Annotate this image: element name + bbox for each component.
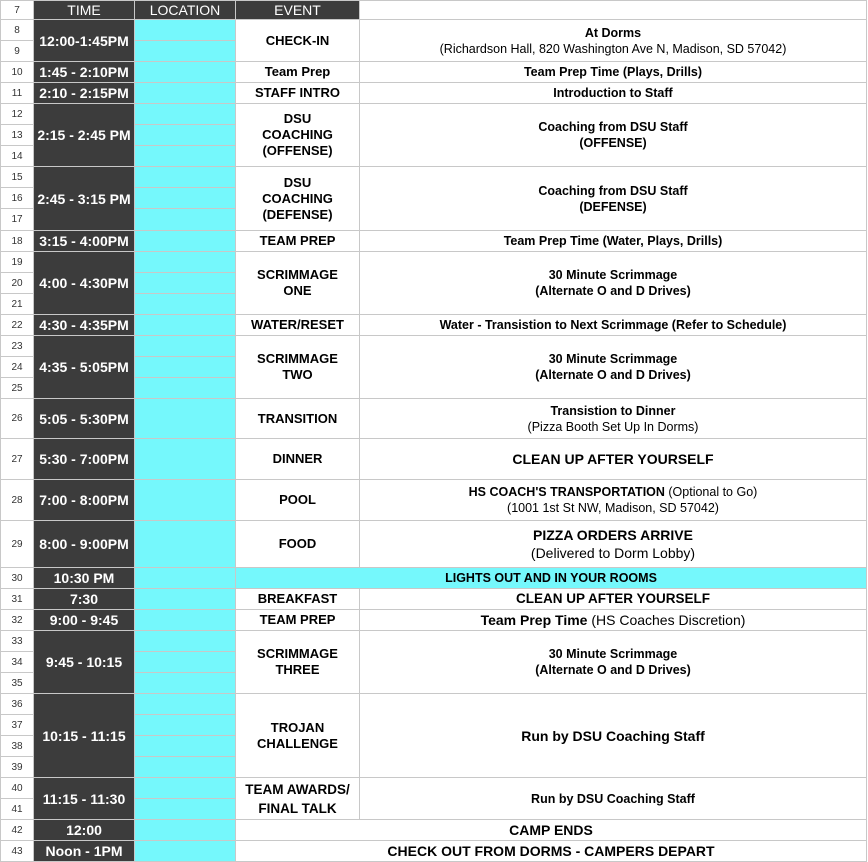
detail-subline: (Delivered to Dorm Lobby) [530,545,696,561]
event-cell[interactable]: POOL [236,480,360,521]
row-number[interactable]: 37 [1,715,34,736]
row-number[interactable]: 16 [1,188,34,209]
time-cell[interactable]: 7:30 [34,589,135,610]
event-cell[interactable]: DINNER [236,439,360,480]
row-number[interactable]: 17 [1,209,34,231]
event-cell[interactable]: TRANSITION [236,399,360,439]
location-cell[interactable] [135,336,236,357]
event-line: FINAL TALK [258,800,337,816]
event-cell[interactable]: TEAM PREP [236,610,360,631]
detail-cell[interactable] [360,231,867,252]
detail-cell[interactable] [360,480,867,521]
time-cell[interactable]: 1:45 - 2:10PM [34,62,135,83]
location-cell[interactable] [135,736,236,757]
location-cell[interactable] [135,694,236,715]
detail-line: Transistion to Dinner [550,403,676,418]
time-cell[interactable]: 7:00 - 8:00PM [34,480,135,521]
row-number[interactable]: 9 [1,41,34,62]
header-event[interactable]: EVENT [236,1,360,20]
row-number[interactable]: 14 [1,146,34,167]
detail-line: At Dorms [584,25,642,40]
event-line: SCRIMMAGE [257,351,338,366]
detail-line: CAMP ENDS [509,822,593,838]
event-cell[interactable]: Team Prep [236,62,360,83]
detail-line: HS COACH'S TRANSPORTATION [468,485,665,499]
event-line: TEAM AWARDS/ [245,781,350,797]
detail-subline: (1001 1st St NW, Madison, SD 57042) [507,501,719,515]
location-cell[interactable] [135,294,236,315]
event-line: TWO [282,367,313,382]
row-number[interactable]: 38 [1,736,34,757]
detail-line: Introduction to Staff [553,86,673,100]
time-cell[interactable]: 5:30 - 7:00PM [34,439,135,480]
location-cell[interactable] [135,439,236,480]
location-cell[interactable] [135,631,236,652]
event-cell[interactable]: CHECK-IN [236,20,360,62]
detail-subline: (OFFENSE) [579,136,647,150]
detail-note: (HS Coaches Discretion) [587,612,746,628]
location-cell[interactable] [135,104,236,125]
detail-subline: (Alternate O and D Drives) [535,284,691,298]
location-cell[interactable] [135,521,236,568]
row-number[interactable]: 10 [1,62,34,83]
event-line: SCRIMMAGE [257,646,338,661]
row-number[interactable]: 42 [1,820,34,841]
time-cell[interactable]: 4:00 - 4:30PM [34,252,135,315]
detail-line: 30 Minute Scrimmage [548,268,678,282]
time-cell[interactable]: 4:35 - 5:05PM [34,336,135,399]
location-cell[interactable] [135,20,236,41]
row-number[interactable]: 8 [1,20,34,41]
detail-cell[interactable] [360,62,867,83]
time-cell[interactable]: 11:15 - 11:30 [34,778,135,820]
row-number[interactable]: 30 [1,568,34,589]
row-number[interactable]: 34 [1,652,34,673]
row-number[interactable]: 24 [1,357,34,378]
event-line: (DEFENSE) [262,206,333,222]
detail-line: Team Prep Time (Water, Plays, Drills) [503,234,723,248]
header-location[interactable]: LOCATION [135,1,236,20]
location-cell[interactable] [135,757,236,778]
detail-line: Coaching from DSU Staff [538,120,688,134]
event-cell[interactable] [236,336,360,399]
row-number[interactable]: 15 [1,167,34,188]
location-cell[interactable] [135,273,236,294]
row-number[interactable]: 20 [1,273,34,294]
row-number[interactable]: 40 [1,778,34,799]
row-number[interactable]: 22 [1,315,34,336]
location-cell[interactable] [135,146,236,167]
event-line: SCRIMMAGE [257,267,338,282]
location-cell[interactable] [135,357,236,378]
location-cell[interactable] [135,778,236,799]
detail-line: PIZZA ORDERS ARRIVE [533,527,693,543]
time-cell[interactable]: 9:45 - 10:15 [34,631,135,694]
event-line: THREE [275,662,320,677]
time-cell[interactable]: Noon - 1PM [34,841,135,862]
detail-line: 30 Minute Scrimmage [548,647,678,661]
detail-cell[interactable] [360,694,867,778]
event-cell[interactable] [236,104,360,167]
time-cell[interactable]: 10:15 - 11:15 [34,694,135,778]
detail-cell[interactable] [360,631,867,694]
location-cell[interactable] [135,231,236,252]
row-number[interactable]: 23 [1,336,34,357]
location-cell[interactable] [135,209,236,231]
row-number[interactable]: 32 [1,610,34,631]
location-cell[interactable] [135,568,236,589]
detail-line: Run by DSU Coaching Staff [521,727,705,744]
time-cell[interactable]: 3:15 - 4:00PM [34,231,135,252]
location-cell[interactable] [135,315,236,336]
detail-subline: (Alternate O and D Drives) [535,663,691,677]
time-cell[interactable]: 2:45 - 3:15 PM [34,167,135,231]
row-number[interactable]: 12 [1,104,34,125]
detail-cell[interactable] [360,104,867,167]
row-number[interactable]: 41 [1,799,34,820]
detail-line: Water - Transistion to Next Scrimmage (Refer to Schedule) [439,318,787,332]
detail-line: Coaching from DSU Staff [538,183,688,198]
header-blank[interactable] [360,1,867,20]
detail-line: Team Prep Time [480,612,588,628]
detail-cell[interactable] [360,589,867,610]
location-cell[interactable] [135,673,236,694]
detail-cell[interactable] [360,20,867,62]
detail-cell[interactable] [360,167,867,231]
time-cell[interactable]: 4:30 - 4:35PM [34,315,135,336]
row-number[interactable]: 36 [1,694,34,715]
camp-ends-cell[interactable] [236,820,867,841]
time-cell[interactable]: 9:00 - 9:45 [34,610,135,631]
event-line: DSU [283,111,312,126]
header-row [1,1,867,20]
detail-cell[interactable] [360,252,867,315]
time-cell[interactable]: 8:00 - 9:00PM [34,521,135,568]
detail-line: Run by DSU Coaching Staff [531,791,695,806]
banner-text: LIGHTS OUT AND IN YOUR ROOMS [445,571,657,585]
row-number[interactable]: 35 [1,673,34,694]
row-number[interactable]: 31 [1,589,34,610]
location-cell[interactable] [135,841,236,862]
event-cell[interactable]: TEAM PREP [236,231,360,252]
event-cell[interactable]: BREAKFAST [236,589,360,610]
event-cell[interactable] [236,694,360,778]
time-cell[interactable]: 10:30 PM [34,568,135,589]
location-cell[interactable] [135,399,236,439]
detail-line: CLEAN UP AFTER YOURSELF [515,591,711,606]
event-cell[interactable] [236,631,360,694]
detail-subline: (Richardson Hall, 820 Washington Ave N, Madison, SD 57042) [439,41,787,56]
event-cell[interactable] [236,167,360,231]
time-cell[interactable]: 12:00 [34,820,135,841]
location-cell[interactable] [135,480,236,521]
location-cell[interactable] [135,820,236,841]
location-cell[interactable] [135,378,236,399]
event-line: COACHING [262,190,333,206]
header-time[interactable]: TIME [34,1,135,20]
location-cell[interactable] [135,83,236,104]
event-cell[interactable]: FOOD [236,521,360,568]
detail-cell[interactable] [360,336,867,399]
detail-subline: (DEFENSE) [579,199,647,214]
row-number[interactable]: 25 [1,378,34,399]
location-cell[interactable] [135,715,236,736]
event-line: DSU [283,174,312,190]
event-line: CHALLENGE [257,735,338,751]
detail-line: Team Prep Time (Plays, Drills) [523,65,703,79]
checkout-cell[interactable] [236,841,867,862]
detail-cell[interactable] [360,521,867,568]
detail-cell[interactable] [360,778,867,820]
detail-note: (Optional to Go) [664,485,758,499]
event-cell[interactable]: STAFF INTRO [236,83,360,104]
location-cell[interactable] [135,125,236,146]
row-number[interactable]: 28 [1,480,34,521]
time-cell[interactable]: 5:05 - 5:30PM [34,399,135,439]
event-cell[interactable] [236,778,360,820]
lights-out-banner[interactable] [236,568,867,589]
time-cell[interactable]: 12:00-1:45PM [34,20,135,62]
location-cell[interactable] [135,188,236,209]
location-cell[interactable] [135,589,236,610]
event-line: TROJAN [270,719,325,735]
row-number[interactable]: 26 [1,399,34,439]
detail-line-wrap [360,484,866,500]
detail-line: CHECK OUT FROM DORMS - CAMPERS DEPART [387,843,715,859]
row-number[interactable]: 18 [1,231,34,252]
location-cell[interactable] [135,167,236,188]
row-number[interactable]: 43 [1,841,34,862]
row-number[interactable]: 7 [1,1,34,20]
detail-cell[interactable] [360,399,867,439]
event-line: ONE [283,283,312,298]
row-number[interactable]: 13 [1,125,34,146]
event-line: (OFFENSE) [262,143,333,158]
row-number[interactable]: 33 [1,631,34,652]
detail-line: 30 Minute Scrimmage [548,352,678,366]
row-number[interactable]: 19 [1,252,34,273]
location-cell[interactable] [135,610,236,631]
row-number[interactable]: 39 [1,757,34,778]
detail-subline: (Pizza Booth Set Up In Dorms) [527,419,699,434]
row-number[interactable]: 21 [1,294,34,315]
time-cell[interactable]: 2:10 - 2:15PM [34,83,135,104]
detail-line: CLEAN UP AFTER YOURSELF [512,450,714,467]
event-line: COACHING [262,127,333,142]
detail-cell[interactable] [360,439,867,480]
row-number[interactable]: 27 [1,439,34,480]
location-cell[interactable] [135,41,236,62]
detail-cell[interactable] [360,610,867,631]
row-number[interactable]: 11 [1,83,34,104]
event-cell[interactable]: WATER/RESET [236,315,360,336]
row-number[interactable]: 29 [1,521,34,568]
detail-cell[interactable] [360,83,867,104]
location-cell[interactable] [135,252,236,273]
location-cell[interactable] [135,62,236,83]
detail-subline: (Alternate O and D Drives) [535,368,691,382]
event-cell[interactable] [236,252,360,315]
location-cell[interactable] [135,799,236,820]
time-cell[interactable]: 2:15 - 2:45 PM [34,104,135,167]
location-cell[interactable] [135,652,236,673]
detail-cell[interactable] [360,315,867,336]
